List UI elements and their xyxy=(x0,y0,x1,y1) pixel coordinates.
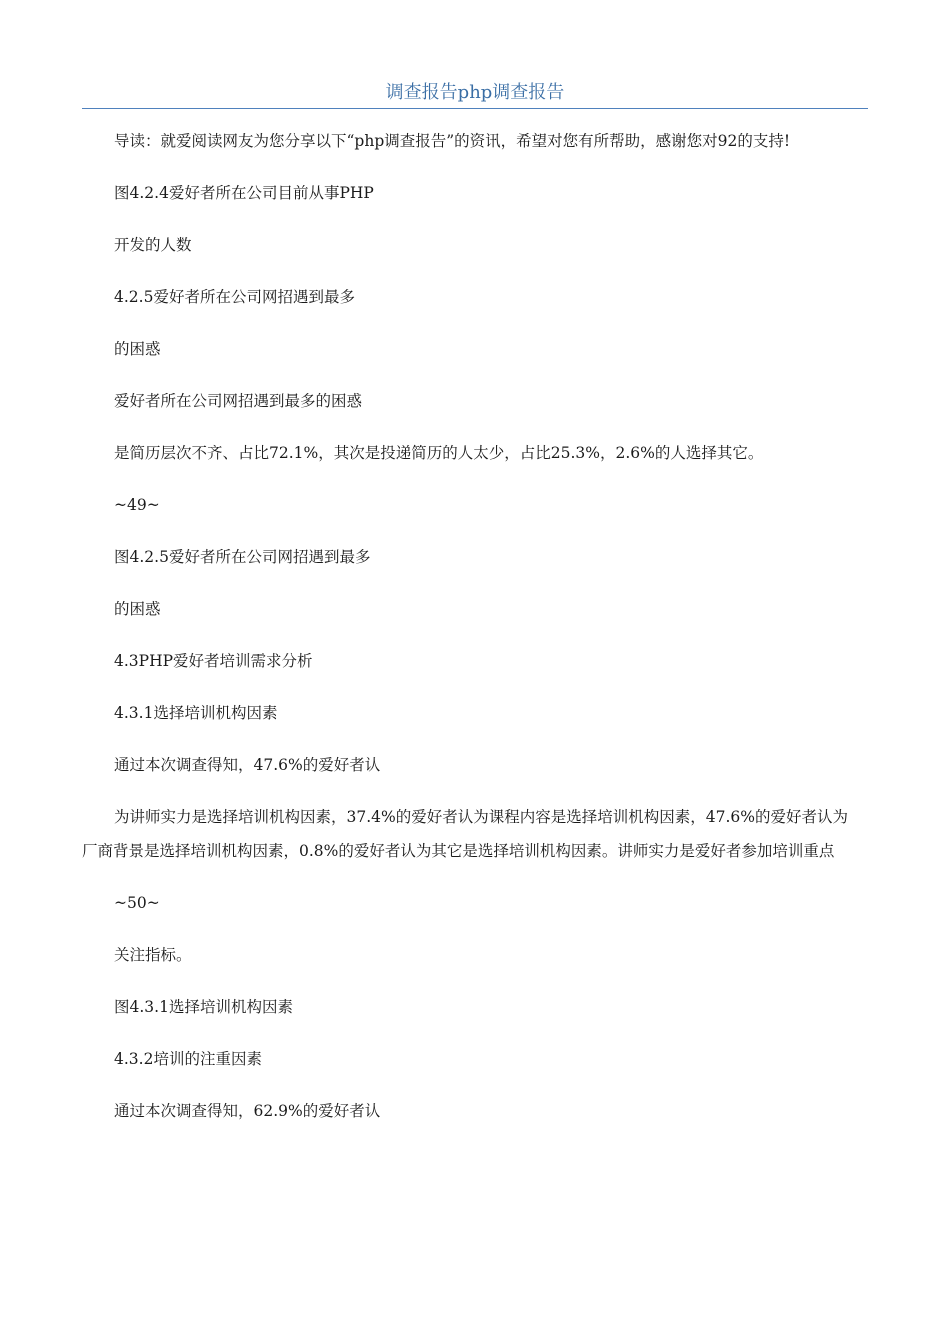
section-heading: 4.3PHP爱好者培训需求分析 xyxy=(114,652,313,670)
document-body xyxy=(82,124,860,1146)
subsection-heading: 4.3.1选择培训机构因素 xyxy=(114,704,278,722)
paragraph: 通过本次调查得知，47.6%的爱好者认 xyxy=(114,756,381,774)
paragraph: 关注指标。 xyxy=(114,946,192,964)
paragraph: 开发的人数 xyxy=(114,236,192,254)
paragraph: 图4.2.5爱好者所在公司网招遇到最多 xyxy=(114,548,371,566)
page-number-marker: ~50~ xyxy=(114,894,160,912)
paragraph: 爱好者所在公司网招遇到最多的困惑 xyxy=(114,392,363,410)
paragraph: 图4.3.1选择培训机构因素 xyxy=(114,998,293,1016)
header-divider xyxy=(82,108,868,109)
document-header-title: 调查报告php调查报告 xyxy=(385,82,565,103)
paragraph: 通过本次调查得知，62.9%的爱好者认 xyxy=(114,1102,381,1120)
page-number-marker: ~49~ xyxy=(114,496,160,514)
paragraph-intro: 导读：就爱阅读网友为您分享以下“php调查报告”的资讯，希望对您有所帮助，感谢您对92的支持! xyxy=(114,132,791,150)
paragraph: 为讲师实力是选择培训机构因素，37.4%的爱好者认为课程内容是选择培训机构因素，47.6%的爱好者认为厂商背景是选择培训机构因素，0.8%的爱好者认为其它是选择培训机构因素。讲师实力是爱好者参加培训重点 xyxy=(82,808,848,860)
paragraph: 图4.2.4爱好者所在公司目前从事PHP xyxy=(114,184,374,202)
paragraph: 的困惑 xyxy=(114,600,161,618)
paragraph: 4.2.5爱好者所在公司网招遇到最多 xyxy=(114,288,355,306)
paragraph: 是简历层次不齐、占比72.1%，其次是投递简历的人太少，占比25.3%，2.6%的人选择其它。 xyxy=(114,444,764,462)
subsection-heading: 4.3.2培训的注重因素 xyxy=(114,1050,262,1068)
paragraph: 的困惑 xyxy=(114,340,161,358)
